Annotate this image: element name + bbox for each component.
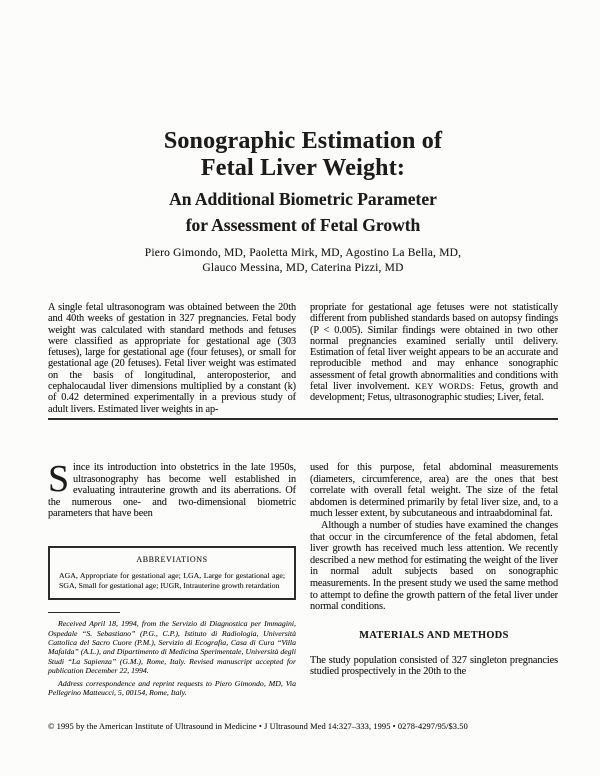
abbreviations-heading: ABBREVIATIONS (136, 554, 208, 564)
abbreviations-box (48, 546, 296, 600)
keywords-text: Fetus, growth and development; Fetus, ultrasonographic studies; Liver, fetal. (310, 381, 558, 404)
abstract-right-text: propriate for gestational age fetuses were not statistically different from published standards based on autopsy findings (P < 0.005). Similar findings were obtained in two other normal pregnancies examined serially until delivery. Estimation of fetal liver weight appears to be an accurate and reproducible method and may enhance sonographic assessment of fetal growth abnormalities and conditions with fetal liver involvement. (310, 302, 558, 393)
authors-line2: Glauco Messina, MD, Caterina Pizzi, MD (202, 262, 404, 274)
section-heading-materials-methods: MATERIALS AND METHODS (359, 629, 509, 641)
footnote-rule (48, 612, 120, 613)
right-column (310, 462, 558, 697)
left-column (48, 457, 296, 697)
footnote-received: Received April 18, 1994, from the Servizio di Diagnostica per Immagini, Ospedale “S. Sebastiano” (P.G., C.P.), Istituto di Radiologia, Università Cattolica del Sacro Cuore (P.M.), Servizio di Ecografia, Casa di Cura “Villa Mafalda” (A.L.), and Dipartimento di Medicina Sperimentale, Università degli Studi “La Sapienza” (G.M.), Rome, Italy. Revised manuscript accepted for publication December 22, 1994. (48, 619, 296, 676)
copyright-line: © 1995 by the American Institute of Ultrasound in Medicine • J Ultrasound Med 14:327–333, 1995 • 0278-4297/95/$3.50 (48, 722, 468, 731)
footnote-address: Address correspondence and reprint requests to Piero Gimondo, MD, Via Pellegrino Matteucci, 5, 00154, Rome, Italy. (48, 678, 296, 697)
body-paragraph-1: used for this purpose, fetal abdominal measurements (diameters, circumference, area) are the ones that best correlate with overall fetal weight. The size of the fetal abdomen is determined primarily by fetal liver size, and, to a much lesser extent, by subcutaneous and intraabdominal fat. (310, 461, 558, 520)
abbreviations-text: AGA, Appropriate for gestational age; LGA, Large for gestational age; SGA, Small for gestational age; IUGR, Intrauterine growth retardation (59, 570, 285, 590)
author-list (48, 246, 558, 276)
article-subtitle-line1: An Additional Biometric Parameter (169, 189, 437, 209)
article-subtitle-line2: for Assessment of Fetal Growth (185, 215, 421, 235)
intro-paragraph (48, 457, 296, 520)
article-body (48, 457, 558, 697)
body-paragraph-3: The study population consisted of 327 singleton pregnancies studied prospectively in the 20th to the (310, 654, 558, 678)
abstract-left-column: A single fetal ultrasonogram was obtained between the 20th and 40th weeks of gestation in 327 pregnancies. Fetal body weight was calculated with standard methods and fetuses were classified as appropriate for gestational age (303 fetuses), large for gestational age (four fetuses), or small for gestational age (20 fetuses). Fetal liver weight was estimated on the basis of longitudinal, anteroposterior, and cephalocaudal liver dimensions multiplied by a constant (k) of 0.42 determined experimentally in a previous study of adult livers. Estimated liver weights in ap- (48, 302, 296, 415)
article-title-line1: Sonographic Estimation of (163, 128, 443, 154)
abstract-divider-rule (48, 418, 558, 420)
body-paragraph-2: Although a number of studies have examined the changes that occur in the circumference of the fetal abdomen, fetal liver growth has received much less attention. We recently described a new method for estimating the weight of the liver in normal adult subjects based on sonographic measurements. In the present study we used the same method to attempt to define the growth pattern of the fetal liver under normal conditions. (310, 519, 558, 613)
abstract-right-column (310, 302, 558, 415)
article-header (48, 0, 558, 276)
intro-paragraph-text: ince its introduction into obstetrics in the late 1950s, ultrasonography has become well established in evaluating intrauterine growth and its aberrations. Of the numerous one- and two-dimensional biometric parameters that have been (48, 461, 296, 520)
article-title (48, 128, 558, 182)
article-title-line2: Fetal Liver Weight: (200, 155, 406, 181)
abstract-section (48, 302, 558, 415)
drop-cap: S (48, 457, 70, 500)
article-subtitle (48, 186, 558, 238)
authors-line1: Piero Gimondo, MD, Paoletta Mirk, MD, Agostino La Bella, MD, (144, 247, 462, 259)
keywords-label: KEY WORDS: (414, 381, 475, 392)
